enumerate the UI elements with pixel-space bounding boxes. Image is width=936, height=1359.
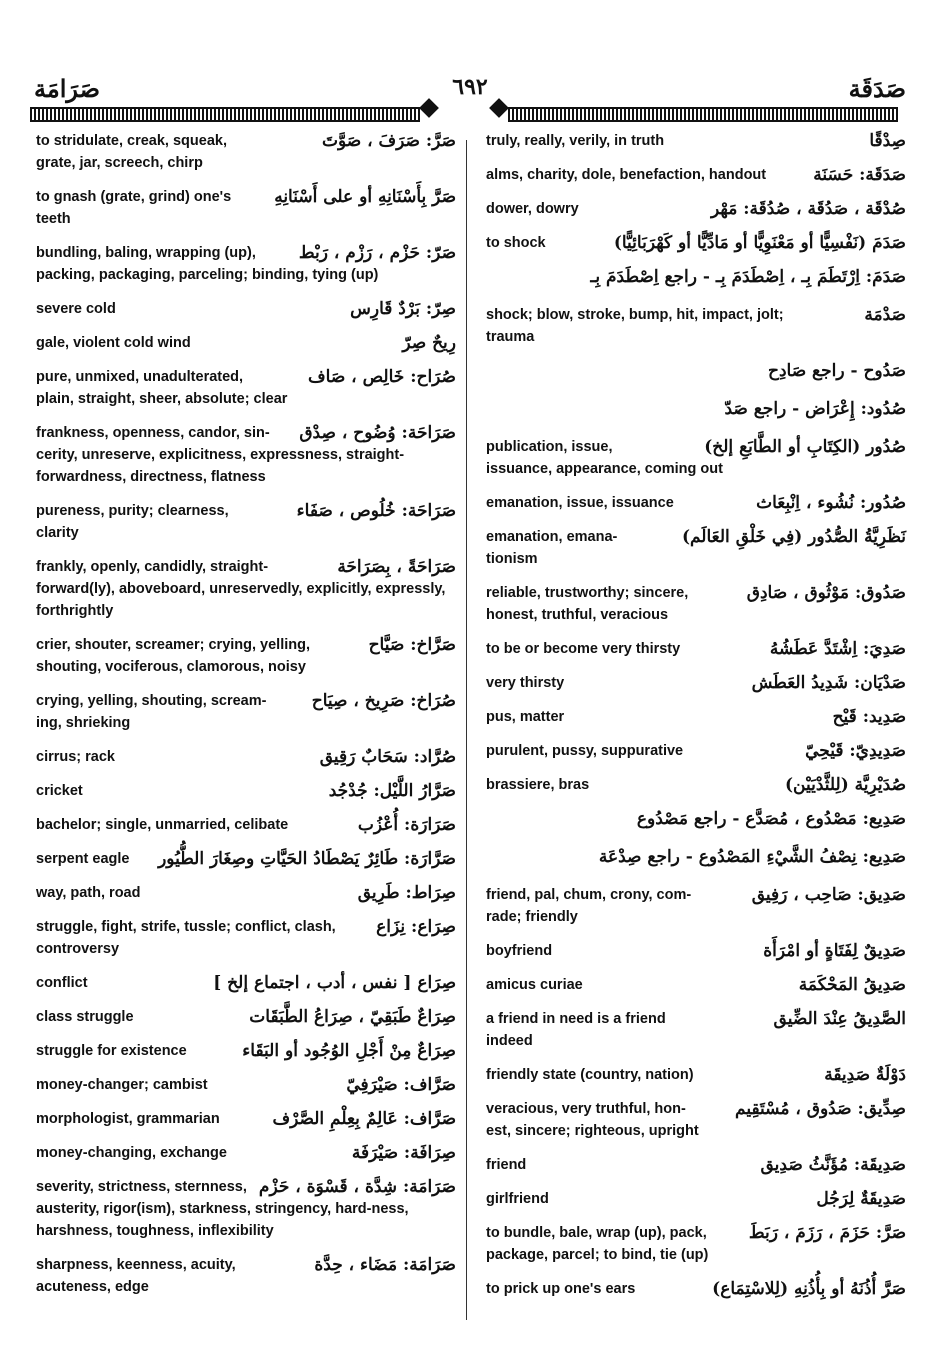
definition-line: crier, shouter, screamer; crying, yelling, (36, 637, 311, 653)
arabic-headword: صَدِيدِيّ: قَيْحِيّ (805, 741, 906, 761)
arabic-headword: صَرَاحَةً ، بِصَرَاحَة (337, 557, 456, 577)
dictionary-entry (486, 846, 906, 872)
arabic-headword: صِدْقًا (869, 131, 906, 151)
dictionary-entry (36, 690, 456, 734)
arabic-headword: صُرَاخ: صَرِيخ ، صِيَاح (311, 691, 456, 711)
definition-line: crying, yelling, shouting, scream- (36, 693, 267, 709)
dictionary-entry (486, 974, 906, 996)
header-rule-right (508, 107, 898, 122)
dictionary-entry (486, 398, 906, 424)
definition-line: pure, unmixed, unadulterated, (36, 369, 244, 385)
definition-continuation: rade; friendly (486, 909, 578, 925)
definition-line: very thirsty (486, 675, 565, 691)
arabic-headword: صَرَامَة: مَضَاء ، حِدَّة (314, 1255, 456, 1275)
arabic-headword: صَرَّ أُذُنَهُ أو بِأُذُنِهِ (لِلاسْتِمَاع) (712, 1279, 906, 1299)
definition-line: struggle for existence (36, 1043, 187, 1059)
arabic-headword: نَظَرِيَّةُ الصُّدُور (فِي خَلْقِ العَالَم) (681, 527, 906, 547)
dictionary-entry (486, 706, 906, 728)
arabic-headword: صَرَّاف: صَيْرَفِيّ (346, 1075, 456, 1095)
definition-line: to stridulate, creak, squeak, (36, 133, 227, 149)
arabic-headword: صَدِيق: صَاحِب ، رَفِيق (751, 885, 906, 905)
dictionary-entry (36, 972, 456, 994)
definition-line: gale, violent cold wind (36, 335, 191, 351)
arabic-headword: صَدِيقُ المَحْكَمَة (798, 975, 906, 995)
dictionary-entry (486, 1098, 906, 1142)
guide-word-right: صَدَقَة (848, 74, 906, 103)
arabic-headword: صَدِيَ: اِشْتَدَّ عَطَشُهُ (769, 639, 906, 659)
dictionary-entry (486, 1064, 906, 1086)
definition-line: dower, dowry (486, 201, 579, 217)
definition-continuation: acuteness, edge (36, 1279, 149, 1295)
definition-continuation: forward(ly), aboveboard, unreservedly, explicitly, expressly, forthrightly (36, 581, 446, 619)
dictionary-entry (36, 500, 456, 544)
definition-line: reliable, trustworthy; sincere, (486, 585, 689, 601)
definition-line: serpent eagle (36, 851, 130, 867)
arabic-headword: صَرَّاف: عَالِمٌ بِعِلْمِ الصَّرْف (272, 1109, 456, 1129)
arabic-headword: دَوْلَةٌ صَدِيقَة (824, 1065, 906, 1085)
definition-line: money-changing, exchange (36, 1145, 227, 1161)
dictionary-entry (36, 1074, 456, 1096)
dictionary-entry (486, 940, 906, 962)
arabic-headword: صَدِيقَة: مُؤَنَّثُ صَدِيق (760, 1155, 906, 1175)
dictionary-entry (486, 304, 906, 348)
dictionary-entry (486, 1188, 906, 1210)
arabic-headword: صَدِيقَةٌ لِرَجُل (816, 1189, 906, 1209)
dictionary-entry (486, 884, 906, 928)
definition-line: pus, matter (486, 709, 565, 725)
dictionary-entry (36, 1176, 456, 1242)
arabic-headword: صِدِّيق: صَدُوق ، مُسْتَقِيم (735, 1099, 906, 1119)
arabic-headword: صِرَاط: طَرِيق (357, 883, 456, 903)
dictionary-entry (486, 130, 906, 152)
dictionary-entry (486, 1008, 906, 1052)
arabic-headword: صَدِيع: نِصْفُ الشَّيْءِ المَصْدُوع - راجع صِدْعَة (598, 847, 906, 867)
arabic-headword: صَدْيَان: شَدِيدُ العَطَش (751, 673, 906, 693)
definition-continuation: clarity (36, 525, 79, 541)
definition-line: morphologist, grammarian (36, 1111, 220, 1127)
definition-line: shock; blow, stroke, bump, hit, impact, jolt; (486, 307, 784, 323)
dictionary-entry (36, 422, 456, 488)
definition-continuation: honest, truthful, veracious (486, 607, 669, 623)
definition-line: severity, strictness, sternness, (36, 1179, 247, 1195)
dictionary-entry (486, 526, 906, 570)
dictionary-entry (486, 492, 906, 514)
arabic-headword: صَرَّاخ: صَيَّاح (368, 635, 456, 655)
arabic-headword: صَدَمَ: اِرْتَطَمَ بِـ ، اِصْطَدَمَ بِـ - راجع اِصْطَدَمَ بِـ (590, 267, 906, 287)
definition-continuation: packing, packaging, parceling; binding, tying (up) (36, 267, 379, 283)
dictionary-entry (486, 672, 906, 694)
definition-continuation: grate, jar, screech, chirp (36, 155, 203, 171)
definition-line: brassiere, bras (486, 777, 590, 793)
definition-line: frankly, openly, candidly, straight- (36, 559, 269, 575)
dictionary-entry (36, 298, 456, 320)
guide-word-left: صَرَامَة (34, 74, 101, 103)
arabic-headword: صَرَّارُ اللَّيْل: جُدْجُد (328, 781, 456, 801)
arabic-headword: صَدِيع: مَصْدُوع ، مُصَدَّع - راجع مَصْدُوع (636, 809, 906, 829)
dictionary-entry (36, 556, 456, 622)
definition-line: sharpness, keenness, acuity, (36, 1257, 236, 1273)
definition-line: emanation, emana- (486, 529, 618, 545)
definition-line: veracious, very truthful, hon- (486, 1101, 686, 1117)
definition-continuation: trauma (486, 329, 535, 345)
english-definition (36, 332, 456, 354)
definition-line: purulent, pussy, suppurative (486, 743, 684, 759)
dictionary-entry (486, 638, 906, 660)
definition-line: a friend in need is a friend (486, 1011, 666, 1027)
definition-line: girlfriend (486, 1191, 549, 1207)
dictionary-entry (36, 780, 456, 802)
definition-line: severe cold (36, 301, 116, 317)
definition-line: money-changer; cambist (36, 1077, 208, 1093)
arabic-headword: صِرَاعٌ مِنْ أَجْلِ الوُجُود أو البَقَاء (242, 1041, 456, 1061)
arabic-headword: صَرَّ: صَرَفَ ، صَوَّتَ (322, 131, 456, 151)
arabic-headword: صُدُور (الكِتَابِ أو الطَّابَعِ إلخ) (704, 437, 906, 457)
arabic-headword: صَدْمَة (864, 305, 906, 325)
arabic-headword: صَرَّ بِأَسْنَانِهِ أو على أَسْنَانِهِ (274, 187, 456, 207)
definition-line: to gnash (grate, grind) one's (36, 189, 232, 205)
arabic-headword: صَرّ: حَزْم ، رَزْم ، رَبْط (298, 243, 456, 263)
definition-line: to be or become very thirsty (486, 641, 681, 657)
dictionary-entry (36, 882, 456, 904)
arabic-headword: صَرَارَة: أُعْزُب (357, 815, 456, 835)
arabic-headword: صَدِيد: قَيْح (832, 707, 906, 727)
arabic-headword: صَرَّ: حَزَمَ ، رَزَمَ ، رَبَطَ (748, 1223, 906, 1243)
definition-line: way, path, road (36, 885, 141, 901)
dictionary-entry (36, 916, 456, 960)
arabic-headword: صُدْقَة ، صَدُقَة ، صُدُقَة: مَهْر (711, 199, 906, 219)
arabic-headword: صُدَيْرِيَّة (لِلثَّدْيَيْن) (785, 775, 906, 795)
dictionary-entry (36, 1040, 456, 1062)
definition-line: class struggle (36, 1009, 134, 1025)
definition-line: publication, issue, (486, 439, 613, 455)
dictionary-entry (36, 814, 456, 836)
definition-continuation: austerity, rigor(ism), starkness, stringency, hard-ness, harshness, toughness, inflexibility (36, 1201, 409, 1239)
dictionary-entry (36, 634, 456, 678)
dictionary-entry (36, 366, 456, 410)
dictionary-entry (486, 436, 906, 480)
arabic-headword: صَدَمَ (نَفْسِيًّا أو مَعْنَوِيًّا أو مَادِّيًّا أو كَهْرَبَائِيًّا) (613, 233, 906, 253)
dictionary-entry (486, 582, 906, 626)
definition-line: bachelor; single, unmarried, celibate (36, 817, 289, 833)
english-definition (486, 130, 906, 152)
page-number: ٦٩٢ (452, 74, 488, 100)
dictionary-entry (486, 774, 906, 796)
arabic-headword: صِرَاع [ نفس ، أدب ، اجتماع إلخ ] (213, 973, 456, 993)
arabic-headword: صَرَّارَة: طَائِرٌ يَصْطَادُ الحَيَّاتِ وصِغَارَ الطُّيُور (158, 849, 456, 869)
right-column (486, 130, 906, 1312)
dictionary-entry (486, 360, 906, 386)
definition-continuation: ing, shrieking (36, 715, 131, 731)
definition-line: amicus curiae (486, 977, 583, 993)
dictionary-entry (36, 746, 456, 768)
definition-continuation: controversy (36, 941, 120, 957)
arabic-headword: صَرَاحَة: وُضُوح ، صِدْق (299, 423, 456, 443)
definition-line: to shock (486, 235, 546, 251)
arabic-headword: صَدِيقٌ لِفَتَاةٍ أو امْرَأَة (763, 941, 906, 961)
arabic-headword: صِرَاعٌ طَبَقِيّ ، صِرَاعُ الطَّبَقَات (249, 1007, 456, 1027)
arabic-headword: صَرَامَة: شِدَّة ، قَسْوَة ، حَزْم (258, 1177, 456, 1197)
definition-continuation: plain, straight, sheer, absolute; clear (36, 391, 288, 407)
dictionary-entry (486, 808, 906, 834)
arabic-headword: صُرَّاد: سَحَابٌ رَقِيق (319, 747, 456, 767)
dictionary-entry (36, 848, 456, 870)
dictionary-entry (36, 1142, 456, 1164)
dictionary-entry (36, 1006, 456, 1028)
definition-line: to prick up one's ears (486, 1281, 636, 1297)
page-header (30, 70, 910, 102)
definition-line: cirrus; rack (36, 749, 115, 765)
definition-continuation: shouting, vociferous, clamorous, noisy (36, 659, 306, 675)
dictionary-entry (486, 266, 906, 292)
definition-line: emanation, issue, issuance (486, 495, 674, 511)
dictionary-entry (486, 740, 906, 762)
definition-continuation: teeth (36, 211, 71, 227)
dictionary-entry (486, 1278, 906, 1300)
arabic-headword: صُدُود: إِعْرَاض - راجع صَدّ (724, 399, 906, 419)
left-column (36, 130, 456, 1310)
definition-line: frankness, openness, candor, sin- (36, 425, 270, 441)
dictionary-entry (486, 1222, 906, 1266)
definition-line: friend (486, 1157, 527, 1173)
arabic-headword: صِرّ: بَرْدٌ قَارِس (350, 299, 456, 319)
definition-line: cricket (36, 783, 83, 799)
dictionary-entry (36, 1108, 456, 1130)
dictionary-entry (36, 332, 456, 354)
arabic-headword: رِيحٌ صِرّ (402, 333, 456, 353)
arabic-headword: الصَّدِيقُ عِنْدَ الضِّيق (773, 1009, 906, 1029)
definition-line: boyfriend (486, 943, 553, 959)
definition-line: alms, charity, dole, benefaction, handout (486, 167, 767, 183)
arabic-headword: صِرَافَة: صَيْرَفَة (351, 1143, 456, 1163)
definition-continuation: tionism (486, 551, 538, 567)
dictionary-entry (486, 198, 906, 220)
english-definition (486, 304, 906, 348)
dictionary-entry (486, 164, 906, 186)
dictionary-entry (36, 1254, 456, 1298)
dictionary-entry (36, 186, 456, 230)
dictionary-entry (486, 1154, 906, 1176)
definition-line: to bundle, bale, wrap (up), pack, (486, 1225, 707, 1241)
definition-continuation: est, sincere; righteous, upright (486, 1123, 699, 1139)
definition-line: friendly state (country, nation) (486, 1067, 694, 1083)
arabic-headword: صُدُور: نُشُوء ، اِنْبِعَاث (756, 493, 906, 513)
definition-continuation: package, parcel; to bind, tie (up) (486, 1247, 709, 1263)
arabic-headword: صُرَاح: خَالِص ، صَاف (308, 367, 456, 387)
definition-line: pureness, purity; clearness, (36, 503, 229, 519)
dictionary-entry (36, 242, 456, 286)
arabic-headword: صَدَقَة: حَسَنَة (813, 165, 906, 185)
definition-continuation: cerity, unreserve, explicitness, expressness, straight-forwardness, directness, flatness (36, 447, 405, 485)
arabic-headword: صَدُوق: مَوْثُوق ، صَادِق (746, 583, 906, 603)
header-rule-left (30, 107, 420, 122)
dictionary-entry (486, 232, 906, 254)
definition-line: friend, pal, chum, crony, com- (486, 887, 692, 903)
arabic-headword: صَرَاحَة: خُلُوص ، صَفَاء (296, 501, 456, 521)
arabic-headword: صَدُوح - راجع صَادِح (767, 361, 906, 381)
definition-continuation: issuance, appearance, coming out (486, 461, 723, 477)
dictionary-entry (36, 130, 456, 174)
arabic-headword: صِرَاع: نِزَاع (376, 917, 456, 937)
definition-line: conflict (36, 975, 88, 991)
definition-line: truly, really, verily, in truth (486, 133, 665, 149)
definition-line: bundling, baling, wrapping (up), (36, 245, 256, 261)
column-divider (466, 140, 467, 1320)
definition-continuation: indeed (486, 1033, 533, 1049)
definition-line: struggle, fight, strife, tussle; conflict, clash, (36, 919, 336, 935)
